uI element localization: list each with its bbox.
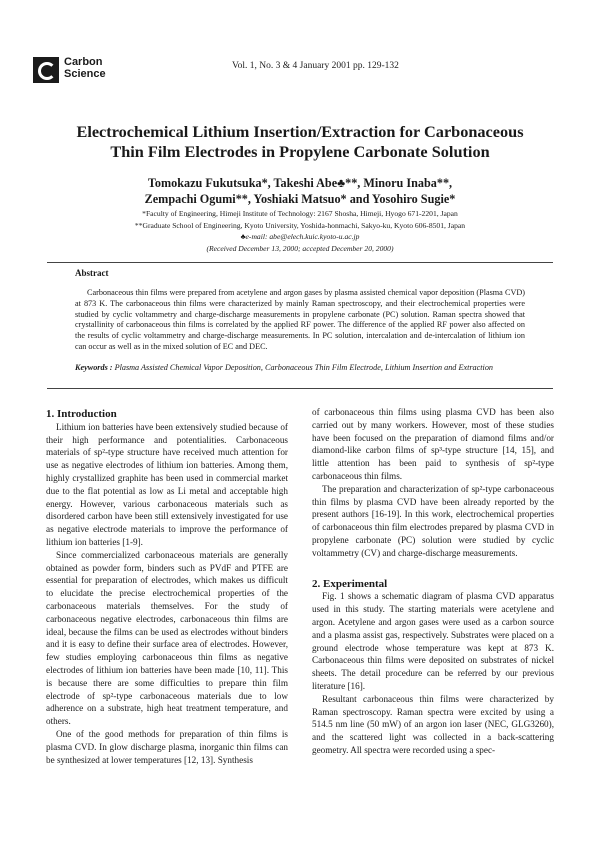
paragraph: Since commercialized carbonaceous materials are generally obtained as powder form, binders such as PVdF and PTFE are essential for preparation of electrodes, which makes us difficult to elucidate the precise electrochemical properties of the carbonaceous materials themselves. For the study of carbonaceous negative electrodes, carbonaceous thin films are ideal, because the films can be used as electrodes without binders and it is easy to define their surface area of electrodes. However, few studies employing carbonaceous thin films as negative electrodes of lithium ion batteries have been made [10, 11]. This is because there are some difficulties to prepare thin film electrode of sp²-type carbonaceous materials due to low adherence on a substrate, high heat treatment temperature, and others. [46,549,288,727]
contact-email: ♣e-mail: abe@elech.kuic.kyoto-u.ac.jp [240,232,360,241]
authors-line-1: Tomokazu Fukutsuka*, Takeshi Abe♣**, Minoru Inaba**, [147,176,453,190]
received-dates: (Received December 13, 2000; accepted December 20, 2000) [206,243,394,253]
journal-citation: Vol. 1, No. 3 & 4 January 2001 pp. 129-132 [232,61,399,71]
paragraph: Resultant carbonaceous thin films were characterized by Raman spectroscopy. Raman spectra were excited by using a 514.5 nm line (50 mW) of an argon ion laser (NEC, GLG3260), and the scattered light was collected in a back-scattering geometry. All spectra were recorded using a spec- [312,693,554,755]
title-line-2: Thin Film Electrodes in Propylene Carbonate Solution [110,142,490,161]
keywords [75,362,525,373]
abstract-bottom-rule [47,388,553,389]
author-list [40,175,560,207]
paragraph: Fig. 1 shows a schematic diagram of plasma CVD apparatus used in this study. The starting materials were acetylene and argon. Acetylene and argon gases were used as a carbon source and a plasma assist gas, respectively. Substrates were placed on a ground electrode whose temperature was kept at 873 K. Carbonaceous thin films were deposited on substrates of nickel sheets. The detail procedure can be referred by our previous literature [16]. [312,591,554,691]
paragraph: The preparation and characterization of sp²-type carbonaceous thin films by plasma CVD have been already reported by the present authors [16-19]. In this work, electrochemical properties of carbonaceous thin film electrodes prepared by plasma CVD in propylene carbonate (PC) solution were studied by cyclic voltammetry (CV) and charge-discharge measurements. [312,483,554,558]
logo-text [64,56,106,80]
keywords-text: Plasma Assisted Chemical Vapor Deposition, Carbonaceous Thin Film Electrode, Lithium Insertion and Extraction [112,363,494,372]
affiliations [40,208,560,254]
title-line-1: Electrochemical Lithium Insertion/Extraction for Carbonaceous [76,122,524,141]
section-heading-experimental: 2. Experimental [312,577,388,590]
left-column [46,408,288,766]
paragraph: Lithium ion batteries have been extensively studied because of their high performance and potentialities. Carbonaceous materials of sp²-type structure have received much attention for use as negative electrodes of lithium ion batteries. Among them, highly crystallized graphite has been used in commercial market due to the flat potential as low as Li metal and acceptable high energy. However, various carbonaceous materials such as disordered carbon have been still extensively investigated for use as negative electrode materials to improve the performance of lithium ion batteries [1-9]. [46,421,288,547]
abstract-heading: Abstract [75,268,109,278]
affiliation-2: **Graduate School of Engineering, Kyoto University, Yoshida-honmachi, Sakyo-ku, Kyoto 606-8501, Japan [134,220,466,230]
paper-title [40,122,560,162]
section-heading-introduction: 1. Introduction [46,408,117,420]
abstract-top-rule [47,262,553,263]
authors-line-2: Zempachi Ogumi**, Yoshiaki Matsuo* and Yosohiro Sugie* [144,192,456,206]
logo-line-1: Carbon [64,56,103,68]
journal-logo [33,55,133,85]
paragraph: of carbonaceous thin films using plasma CVD has been also carried out by many workers. However, most of these studies have been focused on the preparation of diamond films and/or diamond-like carbon films of sp³-type structure [14, 15], and little attention has been paid to synthesis of sp²-type carbonaceous thin films. [312,407,554,481]
paragraph: One of the good methods for preparation of thin films is plasma CVD. In glow discharge plasma, inorganic thin films can be synthesized at lower temperatures [12, 13]. Synthesis [46,728,288,765]
carbon-logo-icon [33,57,59,83]
right-column [312,406,554,757]
affiliation-1: *Faculty of Engineering, Himeji Institute of Technology: 2167 Shosha, Himeji, Hyogo 671-2201, Japan [142,209,458,218]
logo-line-2: Science [64,68,106,80]
abstract-text: Carbonaceous thin films were prepared from acetylene and argon gases by plasma assisted chemical vapor deposition (Plasma CVD) at 873 K. The carbonaceous thin films were characterized by mainly Raman spectroscopy, and their electrochemical properties were studied by cyclic voltammetry and charge-discharge measurements in propylene carbonate (PC) solution. Raman spectra showed that crystallinity of carbonaceous thin films is correlated by the applied RF power. The difference of the applied RF power also affected on the results of cyclic voltammetry and charge-discharge measurements. In PC solution, intercalation and de-intercalation of lithium ion can occur as well as in the mixed solution of EC and DEC. [75,288,525,351]
keywords-label: Keywords : [75,363,113,372]
